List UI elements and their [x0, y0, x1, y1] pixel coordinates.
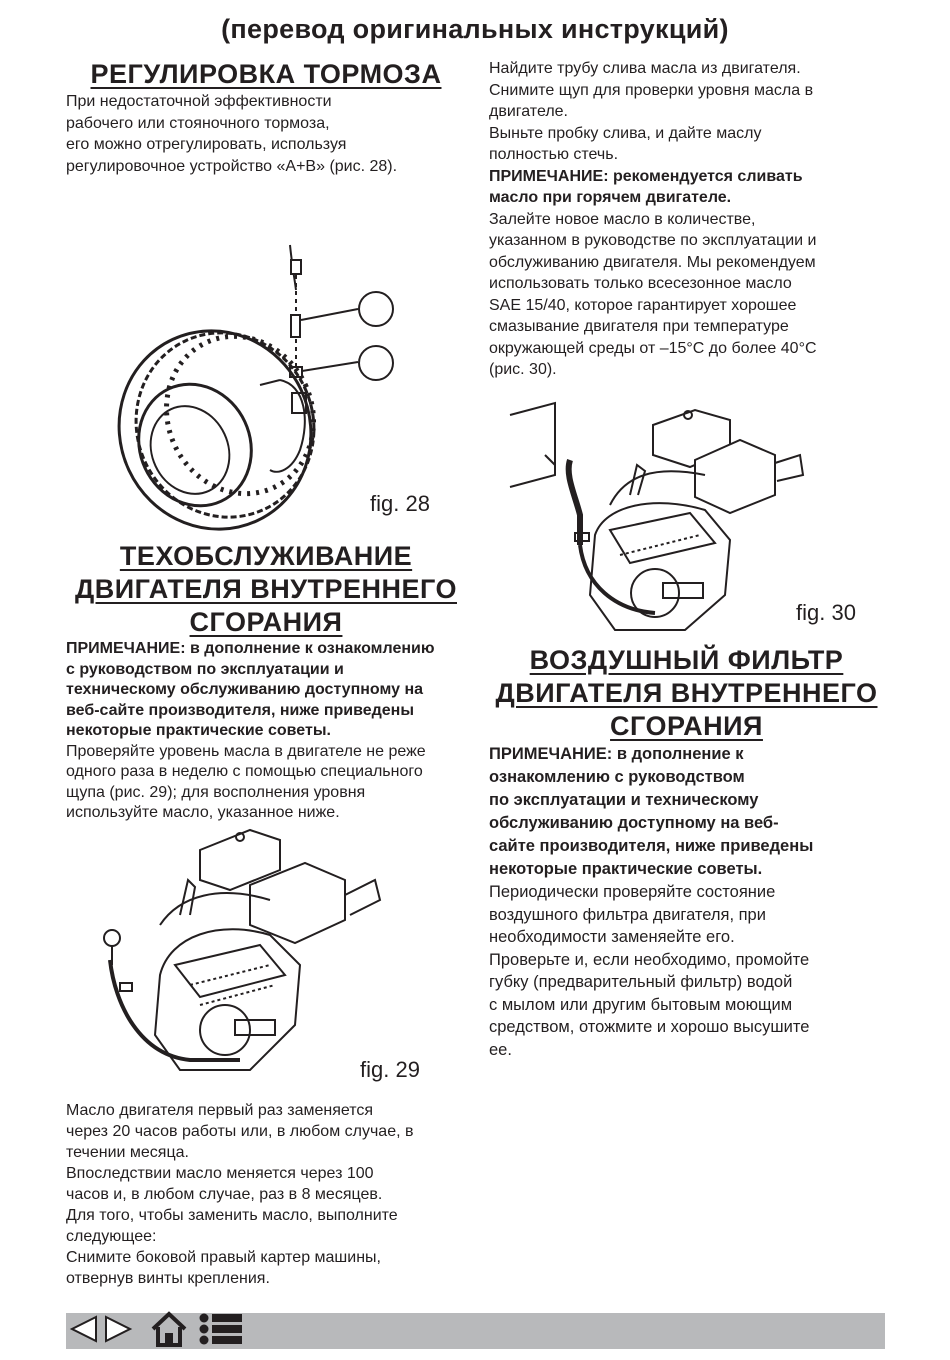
figure-30-label: fig. 30	[796, 600, 856, 625]
note-line: сайте производителя, ниже приведены	[489, 837, 814, 855]
engine-maintenance-title-line: ДВИГАТЕЛЯ ВНУТРЕННЕГО	[74, 574, 457, 604]
note-line: масло при горячем двигателе.	[489, 189, 732, 206]
text-line: Периодически проверяйте состояние	[489, 883, 776, 901]
text-line: Найдите трубу слива масла из двигателя.	[489, 60, 801, 77]
text-line: отвернув винты крепления.	[66, 1270, 270, 1287]
note-line: ПРИМЕЧАНИЕ: в дополнение к	[489, 745, 744, 763]
text-line: Проверяйте уровень масла в двигателе не реже	[66, 742, 426, 760]
brake-text	[66, 91, 466, 177]
note-line: ПРИМЕЧАНИЕ: в дополнение к ознакомлению	[66, 640, 435, 657]
right-column	[489, 58, 879, 381]
figure-28-label: fig. 28	[370, 491, 430, 516]
text-line: полностью стечь.	[489, 146, 619, 163]
note-line: веб-сайте производителя, ниже приведены	[66, 701, 414, 719]
text-line: При недостаточной эффективности	[66, 93, 332, 110]
note-line: ознакомлению с руководством	[489, 768, 745, 786]
text-line: Впоследствии масло меняется через 100	[66, 1165, 374, 1182]
note-line: по эксплуатации и техническому	[489, 791, 759, 809]
text-line: часов и, в любом случае, раз в 8 месяцев.	[66, 1186, 383, 1203]
engine-maintenance-text	[66, 742, 466, 824]
figure-28-wheel-brake	[110, 235, 410, 535]
text-line: следующее:	[66, 1228, 157, 1245]
text-line: SAE 15/40, которое гарантирует хорошее	[489, 296, 797, 314]
text-line: рабочего или стояночного тормоза,	[66, 114, 330, 132]
list-icon[interactable]	[198, 1311, 244, 1352]
note-line: ПРИМЕЧАНИЕ: рекомендуется сливать	[489, 167, 803, 185]
engine-maintenance-text-after	[66, 1100, 466, 1289]
next-arrow-icon[interactable]	[102, 1313, 134, 1350]
text-line: использовать только всесезонное масло	[489, 275, 792, 292]
engine-maintenance-title-line: ТЕХОБСЛУЖИВАНИЕ	[119, 541, 413, 571]
text-line: средством, отожмите и хорошо высушите	[489, 1018, 810, 1036]
oil-change-text-b	[489, 209, 879, 381]
oil-change-text-a	[489, 58, 879, 166]
engine-maintenance-section	[66, 540, 466, 824]
figure-29-engine-dipstick	[100, 825, 400, 1085]
text-line: используйте масло, указанное ниже.	[66, 804, 340, 821]
engine-maintenance-note	[66, 639, 466, 742]
brake-section-title: РЕГУЛИРОВКА ТОРМОЗА	[90, 59, 442, 89]
oil-change-note	[489, 166, 879, 209]
page-title: (перевод оригинальных инструкций)	[221, 14, 729, 44]
text-line: Снимите щуп для проверки уровня масла в	[489, 81, 814, 99]
left-column	[66, 58, 466, 177]
note-line: некоторые практические советы.	[66, 722, 331, 739]
engine-drawing	[100, 825, 400, 1085]
note-line: техническому обслуживанию доступному на	[66, 681, 423, 698]
text-line: через 20 часов работы или, в любом случае, в	[66, 1123, 414, 1140]
text-line: его можно отрегулировать, используя	[66, 136, 347, 153]
text-line: (рис. 30).	[489, 361, 557, 378]
text-line: регулировочное устройство «A+B» (рис. 28).	[66, 157, 398, 175]
note-line: некоторые практические советы.	[489, 860, 763, 878]
note-line: обслуживанию доступному на веб-	[489, 814, 779, 832]
text-line: обслуживанию двигателя. Мы рекомендуем	[489, 253, 816, 271]
footer-nav	[66, 1313, 244, 1349]
prev-arrow-icon[interactable]	[68, 1313, 100, 1350]
air-filter-section	[489, 644, 884, 1061]
text-line: губку (предварительный фильтр) водой	[489, 973, 793, 991]
air-filter-title-line: ВОЗДУШНЫЙ ФИЛЬТР	[529, 645, 844, 675]
text-line: Выньте пробку слива, и дайте маслу	[489, 124, 762, 142]
air-filter-text	[489, 881, 884, 1061]
oil-drain-drawing	[505, 395, 805, 645]
note-line: с руководством по эксплуатации и	[66, 660, 344, 678]
footer-nav-bar	[66, 1313, 885, 1349]
text-line: Для того, чтобы заменить масло, выполните	[66, 1207, 398, 1224]
text-line: смазывание двигателя при температуре	[489, 318, 789, 335]
text-line: воздушного фильтра двигателя, при	[489, 905, 766, 924]
text-line: одного раза в неделю с помощью специального	[66, 763, 423, 780]
text-line: указанном в руководстве по эксплуатации и	[489, 232, 817, 249]
engine-maintenance-title-line: СГОРАНИЯ	[189, 607, 343, 637]
text-line: течении месяца.	[66, 1144, 189, 1161]
text-line: окружающей среды от –15°C до более 40°C	[489, 339, 817, 357]
air-filter-note	[489, 743, 884, 881]
air-filter-title-line: ДВИГАТЕЛЯ ВНУТРЕННЕГО	[495, 678, 878, 708]
text-line: ее.	[489, 1040, 512, 1059]
text-line: щупа (рис. 29); для восполнения уровня	[66, 783, 366, 801]
air-filter-title-line: СГОРАНИЯ	[610, 711, 763, 741]
text-line: с мылом или другим бытовым моющим	[489, 995, 793, 1014]
text-line: Масло двигателя первый раз заменяется	[66, 1102, 374, 1119]
text-line: двигателе.	[489, 103, 568, 120]
text-line: необходимости заменяейте его.	[489, 928, 735, 946]
text-line: Проверьте и, если необходимо, промойте	[489, 950, 810, 969]
home-icon[interactable]	[150, 1311, 188, 1352]
text-line: Снимите боковой правый картер машины,	[66, 1249, 381, 1266]
wheel-brake-drawing	[110, 235, 410, 535]
text-line: Залейте новое масло в количестве,	[489, 210, 756, 228]
figure-30-oil-drain	[505, 395, 805, 645]
figure-29-label: fig. 29	[360, 1057, 420, 1082]
